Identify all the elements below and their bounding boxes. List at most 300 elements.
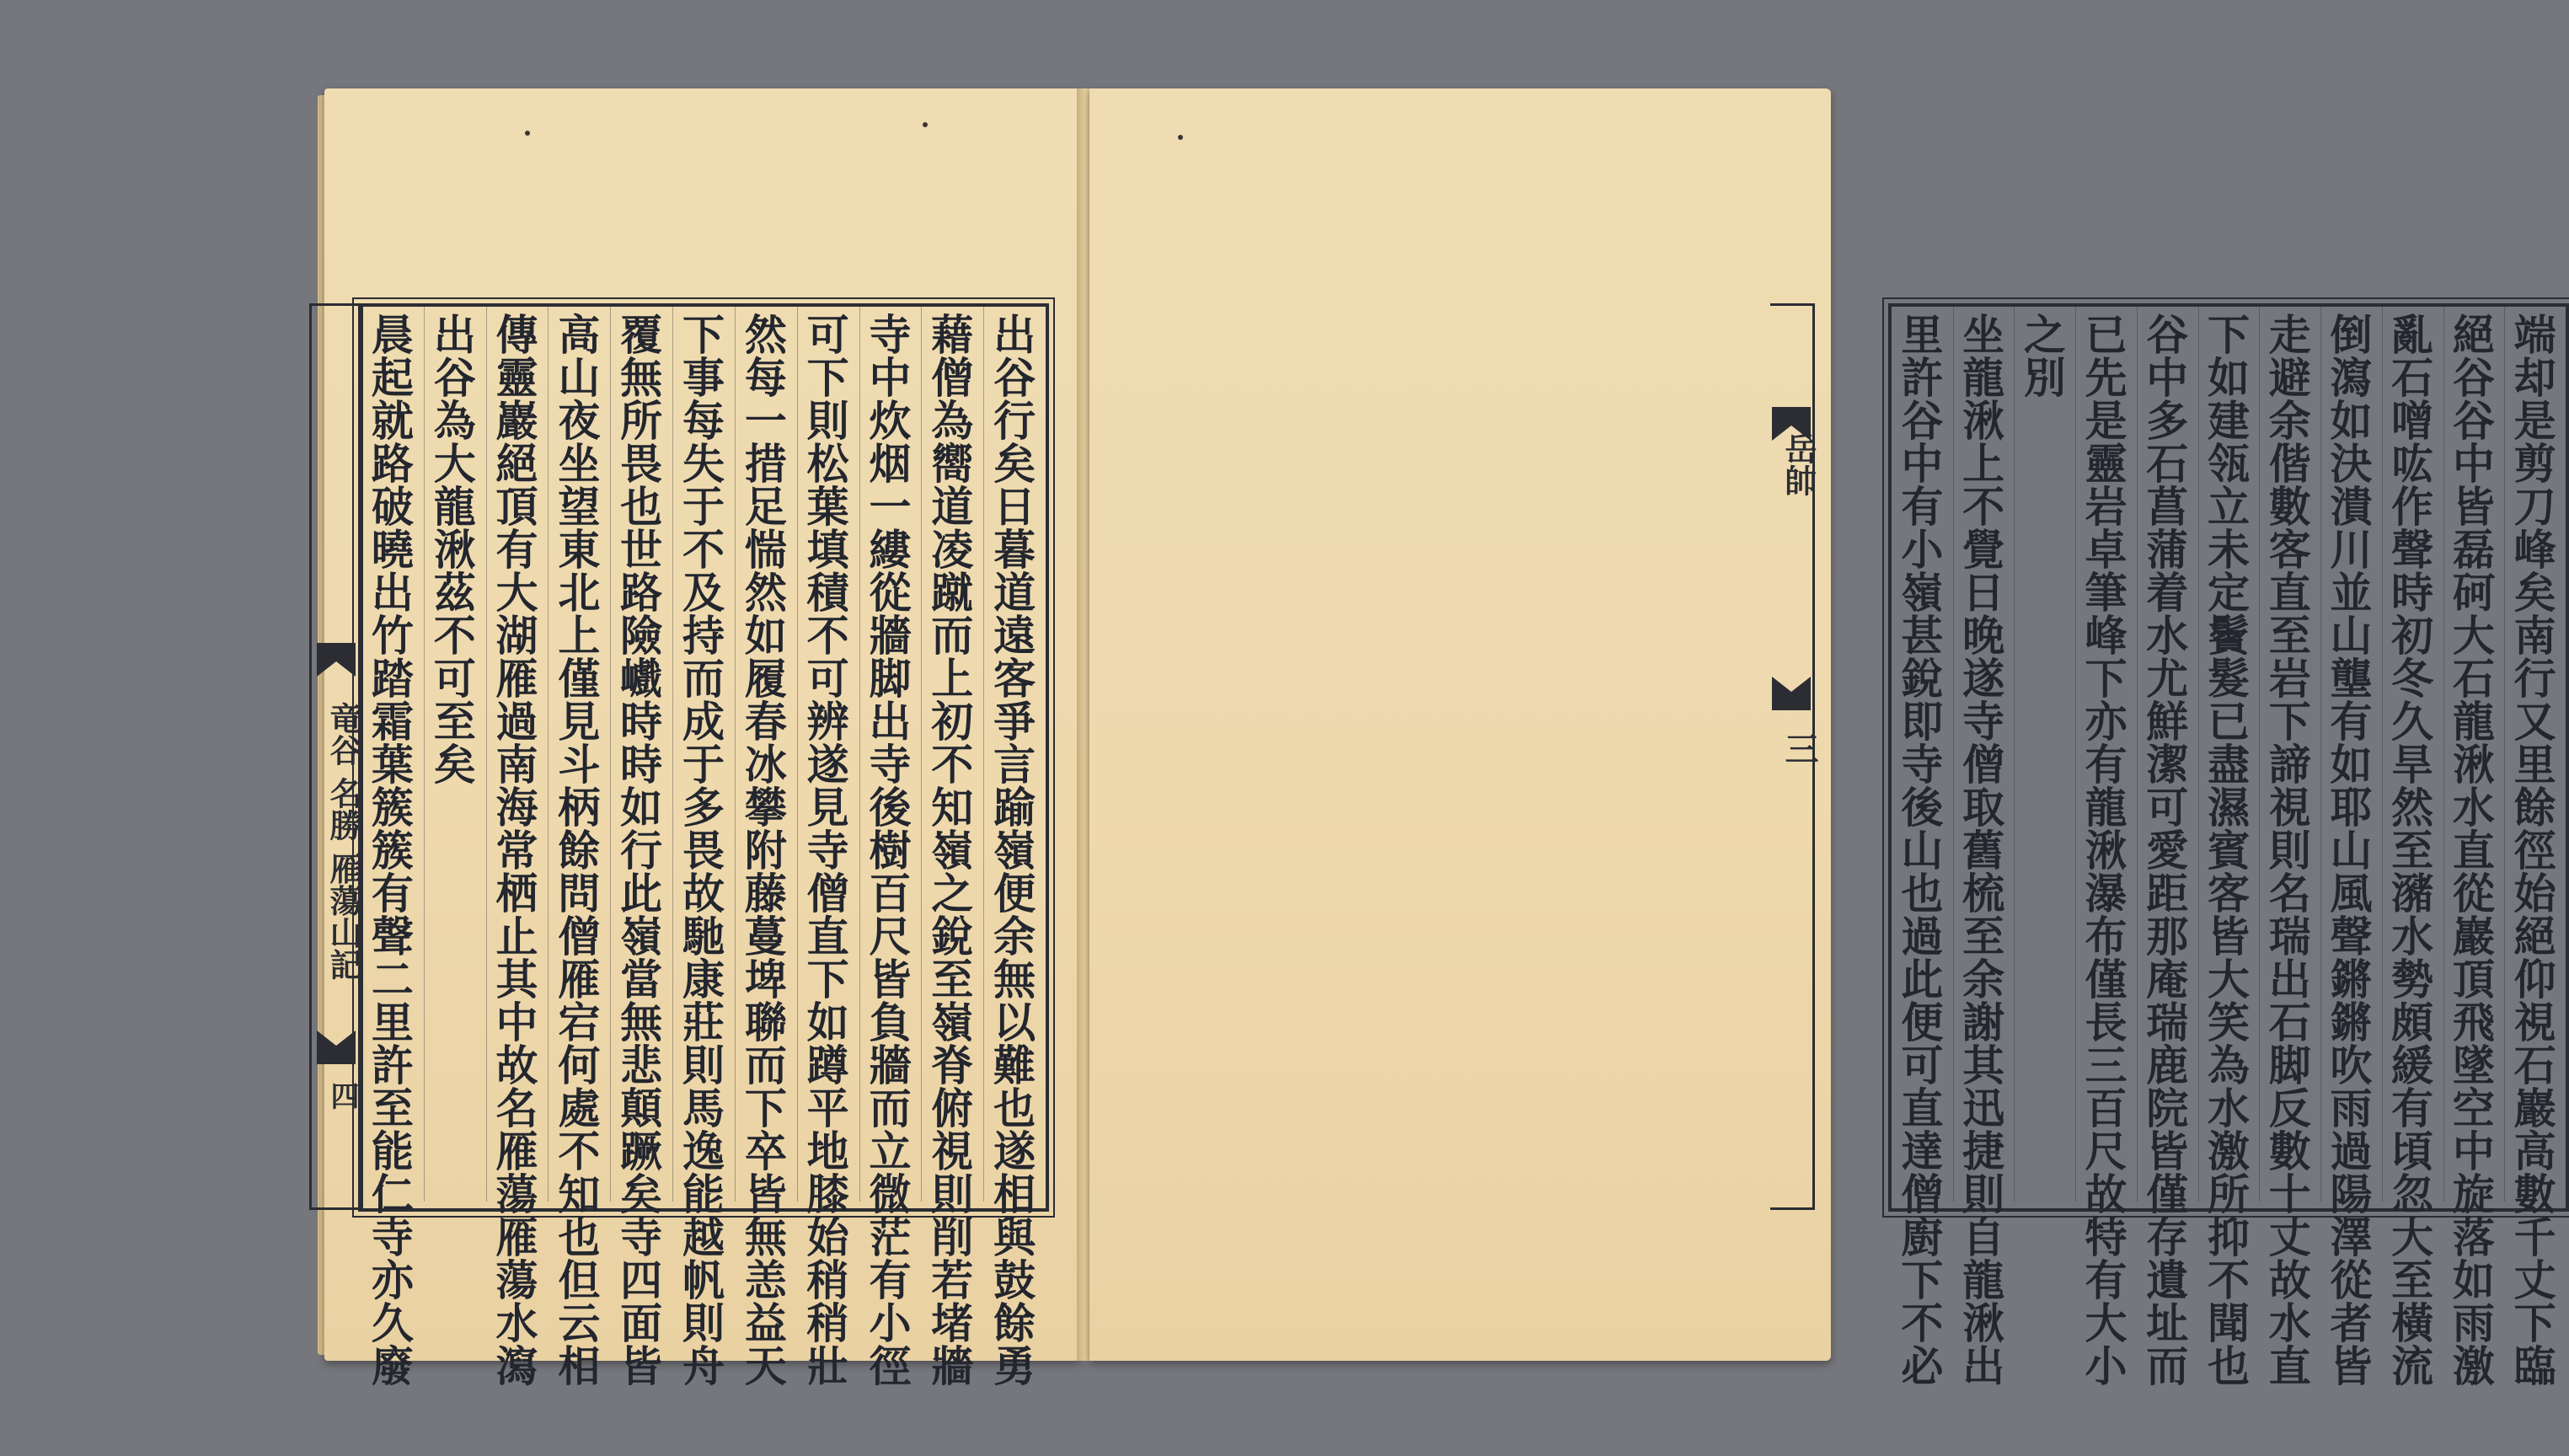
- glyph: 藉: [931, 310, 974, 360]
- glyph: 壯: [806, 1341, 849, 1391]
- glyph: 高: [558, 310, 601, 360]
- glyph: 有: [2085, 740, 2127, 790]
- glyph: 竹: [371, 611, 414, 661]
- glyph: 道: [993, 568, 1036, 618]
- glyph: 巇: [620, 654, 663, 704]
- glyph: 多: [682, 783, 725, 832]
- glyph: 鮮: [2146, 697, 2189, 747]
- glyph: 及: [682, 568, 725, 618]
- glyph: 則: [1962, 1170, 2005, 1219]
- glyph: 許: [371, 1041, 414, 1090]
- glyph: 僧: [558, 912, 601, 961]
- glyph: 蹲: [806, 1041, 849, 1090]
- glyph: 莊: [682, 998, 725, 1047]
- glyph: 而: [682, 654, 725, 704]
- glyph: 稍: [806, 1298, 849, 1348]
- glyph: 措: [744, 439, 787, 489]
- glyph: 名: [2268, 869, 2311, 918]
- glyph: 落: [2452, 1212, 2495, 1262]
- glyph: 于: [682, 482, 725, 532]
- glyph: 那: [2146, 912, 2189, 961]
- glyph: 縷: [869, 525, 912, 575]
- glyph: 也: [993, 1084, 1036, 1133]
- glyph: 寺: [869, 740, 912, 790]
- glyph: 潰: [2330, 482, 2373, 532]
- glyph: 湫: [1962, 396, 2005, 446]
- glyph: 行: [2513, 654, 2556, 704]
- glyph: 越: [682, 1212, 725, 1262]
- glyph: 然: [744, 568, 787, 618]
- glyph: 蹶: [620, 1127, 663, 1176]
- column-rule: [735, 307, 736, 1202]
- glyph: 松: [806, 439, 849, 489]
- glyph: 海: [495, 783, 538, 832]
- glyph: 潔: [2146, 740, 2189, 790]
- glyph: 亦: [2085, 697, 2127, 747]
- glyph: 餘: [558, 826, 601, 875]
- glyph: 巖: [495, 396, 538, 446]
- glyph: 不: [682, 525, 725, 575]
- glyph: 大: [2452, 611, 2495, 661]
- glyph: 墜: [2452, 1041, 2495, 1090]
- glyph: 徑: [2513, 826, 2556, 875]
- glyph: 茲: [433, 568, 476, 618]
- glyph: 嶺: [931, 998, 974, 1047]
- glyph: 並: [2330, 568, 2373, 618]
- glyph: 舟: [682, 1341, 725, 1391]
- glyph: 悲: [620, 1041, 663, 1090]
- glyph: 無: [993, 955, 1036, 1004]
- glyph: 頃: [2391, 1127, 2434, 1176]
- glyph: 此: [620, 869, 663, 918]
- glyph: 坐: [558, 439, 601, 489]
- glyph: 脚: [2268, 1041, 2311, 1090]
- glyph: 谷: [2146, 310, 2189, 360]
- glyph: 自: [1962, 1212, 2005, 1262]
- text-column: [2447, 310, 2501, 1391]
- glyph: 路: [371, 439, 414, 489]
- right-marginal-title: 岳帥: [1780, 432, 1817, 496]
- glyph: 已: [2085, 310, 2127, 360]
- glyph: 大: [495, 568, 538, 618]
- glyph: 客: [993, 654, 1036, 704]
- glyph: 如: [620, 783, 663, 832]
- glyph: 濕: [2208, 783, 2250, 832]
- glyph: 絕: [2452, 310, 2495, 360]
- column-rule: [2014, 307, 2015, 1202]
- glyph: 稍: [806, 1255, 849, 1305]
- glyph: 初: [2391, 611, 2434, 661]
- glyph: 湖: [495, 611, 538, 661]
- glyph: 矣: [2513, 568, 2556, 618]
- glyph: 十: [2268, 1170, 2311, 1219]
- glyph: 雨: [2452, 1298, 2495, 1348]
- glyph: 龍: [1962, 353, 2005, 403]
- glyph: 瑞: [2268, 912, 2311, 961]
- open-book: [324, 80, 2556, 1391]
- glyph: 無: [620, 998, 663, 1047]
- glyph: 凌: [931, 525, 974, 575]
- glyph: 龍: [433, 482, 476, 532]
- glyph: 又: [2513, 697, 2556, 747]
- glyph: 刀: [2513, 482, 2556, 532]
- glyph: 僧: [1901, 1170, 1944, 1219]
- glyph: 却: [2513, 353, 2556, 403]
- glyph: 微: [869, 1170, 912, 1219]
- glyph: 臨: [2513, 1341, 2556, 1391]
- glyph: 龍: [2452, 697, 2495, 747]
- column-rule: [797, 307, 798, 1202]
- glyph: 徑: [869, 1341, 912, 1391]
- glyph: 世: [620, 525, 663, 575]
- glyph: 水: [2146, 611, 2189, 661]
- glyph: 餘: [2513, 783, 2556, 832]
- text-column: [366, 310, 420, 1391]
- glyph: 頂: [495, 482, 538, 532]
- glyph: 盡: [2208, 740, 2250, 790]
- glyph: 勇: [993, 1341, 1036, 1391]
- glyph: 曉: [371, 525, 414, 575]
- glyph: 面: [620, 1298, 663, 1348]
- glyph: 也: [2208, 1341, 2250, 1391]
- glyph: 出: [869, 697, 912, 747]
- glyph: 客: [2268, 525, 2311, 575]
- glyph: 剪: [2513, 439, 2556, 489]
- glyph: 菖: [2146, 482, 2189, 532]
- glyph: 能: [371, 1127, 414, 1176]
- glyph: 出: [433, 310, 476, 360]
- glyph: 每: [682, 396, 725, 446]
- glyph: 皆: [2330, 1341, 2373, 1391]
- glyph: 水: [2452, 783, 2495, 832]
- glyph: 有: [869, 1255, 912, 1305]
- glyph: 下: [2208, 310, 2250, 360]
- glyph: 谷: [993, 353, 1036, 403]
- glyph: 龍: [1962, 1255, 2005, 1305]
- glyph: 北: [558, 568, 601, 618]
- glyph: 不: [806, 611, 849, 661]
- glyph: 如: [2452, 1255, 2495, 1305]
- glyph: 別: [2023, 353, 2066, 403]
- glyph: 大: [2208, 955, 2250, 1004]
- glyph: 雁: [495, 654, 538, 704]
- glyph: 簇: [371, 783, 414, 832]
- glyph: 甚: [1901, 611, 1944, 661]
- right-leaf-number: 三: [1780, 731, 1819, 765]
- glyph: 可: [806, 310, 849, 360]
- glyph: 當: [620, 955, 663, 1004]
- glyph: 簇: [371, 826, 414, 875]
- glyph: 帆: [682, 1255, 725, 1305]
- glyph: 則: [806, 396, 849, 446]
- glyph: 爭: [993, 697, 1036, 747]
- glyph: 小: [1901, 525, 1944, 575]
- glyph: 蕩: [495, 1255, 538, 1305]
- glyph: 谷: [433, 353, 476, 403]
- glyph: 不: [1962, 482, 2005, 532]
- glyph: 湫: [433, 525, 476, 575]
- text-column: [2018, 310, 2072, 1198]
- glyph: 葉: [371, 740, 414, 790]
- glyph: 而: [2146, 1341, 2189, 1391]
- glyph: 瀦: [2391, 869, 2434, 918]
- glyph: 石: [2268, 998, 2311, 1047]
- column-rule: [1953, 307, 1954, 1202]
- glyph: 南: [2513, 611, 2556, 661]
- glyph: 時: [2391, 568, 2434, 618]
- glyph: 偕: [2268, 439, 2311, 489]
- glyph: 尺: [869, 912, 912, 961]
- glyph: 一: [869, 482, 912, 532]
- glyph: 余: [993, 912, 1036, 961]
- glyph: 中: [2146, 353, 2189, 403]
- glyph: 仰: [2513, 955, 2556, 1004]
- glyph: 問: [558, 869, 601, 918]
- glyph: 水: [495, 1298, 538, 1348]
- glyph: 鏘: [2330, 955, 2373, 1004]
- glyph: 壟: [2330, 654, 2373, 704]
- glyph: 知: [558, 1170, 601, 1219]
- glyph: 言: [993, 740, 1036, 790]
- glyph: 可: [806, 654, 849, 704]
- glyph: 小: [2085, 1341, 2127, 1391]
- glyph: 抑: [2208, 1212, 2250, 1262]
- glyph: 數: [2268, 1127, 2311, 1176]
- glyph: 俯: [931, 1084, 974, 1133]
- glyph: 筆: [2085, 568, 2127, 618]
- column-rule: [921, 307, 922, 1202]
- glyph: 從: [2330, 1255, 2373, 1305]
- glyph: 若: [931, 1255, 974, 1305]
- glyph: 銳: [1901, 654, 1944, 704]
- glyph: 遺: [2146, 1255, 2189, 1305]
- glyph: 亦: [371, 1255, 414, 1305]
- fishtail-mark-lower: [317, 1030, 356, 1064]
- left-text-frame: [358, 303, 1049, 1391]
- glyph: 山: [1901, 826, 1944, 875]
- glyph: 鏘: [2330, 998, 2373, 1047]
- glyph: 瀑: [2085, 869, 2127, 918]
- glyph: 瀉: [495, 1341, 538, 1391]
- text-column: [739, 310, 793, 1391]
- glyph: 藤: [744, 869, 787, 918]
- column-rule: [2320, 307, 2321, 1202]
- glyph: 僧: [1962, 740, 2005, 790]
- glyph: 皆: [620, 1341, 663, 1391]
- glyph: 數: [2513, 1170, 2556, 1219]
- glyph: 端: [2513, 310, 2556, 360]
- glyph: 岩: [2268, 654, 2311, 704]
- glyph: 頂: [2452, 955, 2495, 1004]
- glyph: 踰: [993, 783, 1036, 832]
- glyph: 有: [2391, 1084, 2434, 1133]
- glyph: 直: [2268, 568, 2311, 618]
- glyph: 故: [2268, 1255, 2311, 1305]
- glyph: 削: [931, 1212, 974, 1262]
- glyph: 橫: [2391, 1298, 2434, 1348]
- ink-speck: [1178, 135, 1183, 140]
- glyph: 其: [495, 955, 538, 1004]
- glyph: 坐: [1962, 310, 2005, 360]
- glyph: 巖: [2452, 912, 2495, 961]
- glyph: 覺: [1962, 525, 2005, 575]
- glyph: 先: [2085, 353, 2127, 403]
- glyph: 石: [2452, 654, 2495, 704]
- glyph: 宕: [558, 998, 601, 1047]
- glyph: 石: [2391, 353, 2434, 403]
- column-rule: [2504, 307, 2505, 1202]
- glyph: 埤: [744, 955, 787, 1004]
- ink-speck: [923, 122, 928, 127]
- glyph: 東: [558, 525, 601, 575]
- glyph: 谷: [2452, 353, 2495, 403]
- glyph: 百: [2085, 1084, 2127, 1133]
- glyph: 天: [744, 1341, 787, 1391]
- glyph: 湫: [2452, 740, 2495, 790]
- text-column: [1956, 310, 2010, 1391]
- left-page: [324, 88, 1081, 1391]
- glyph: 走: [2268, 310, 2311, 360]
- glyph: 中: [2452, 439, 2495, 489]
- glyph: 視: [2268, 783, 2311, 832]
- glyph: 後: [1901, 783, 1944, 832]
- glyph: 之: [931, 869, 974, 918]
- glyph: 附: [744, 826, 787, 875]
- glyph: 也: [558, 1212, 601, 1262]
- glyph: 以: [993, 998, 1036, 1047]
- glyph: 直: [2268, 1341, 2311, 1391]
- glyph: 至: [2391, 1255, 2434, 1305]
- glyph: 風: [2330, 869, 2373, 918]
- glyph: 嶺: [993, 826, 1036, 875]
- glyph: 鹿: [2146, 1041, 2189, 1090]
- glyph: 為: [2208, 1041, 2250, 1090]
- column-rule: [548, 307, 549, 1202]
- glyph: 即: [1901, 697, 1944, 747]
- glyph: 下: [2085, 654, 2127, 704]
- glyph: 便: [993, 869, 1036, 918]
- glyph: 出: [371, 568, 414, 618]
- glyph: 事: [682, 353, 725, 403]
- glyph: 破: [371, 482, 414, 532]
- glyph: 就: [371, 396, 414, 446]
- glyph: 頗: [2391, 998, 2434, 1047]
- glyph: 止: [495, 912, 538, 961]
- glyph: 膝: [806, 1170, 849, 1219]
- glyph: 路: [620, 568, 663, 618]
- glyph: 瀉: [2330, 353, 2373, 403]
- glyph: 寺: [620, 1212, 663, 1262]
- glyph: 不: [433, 611, 476, 661]
- glyph: 聲: [2391, 525, 2434, 575]
- glyph: 所: [620, 396, 663, 446]
- glyph: 旱: [2391, 740, 2434, 790]
- glyph: 嶺: [1901, 568, 1944, 618]
- column-rule: [983, 307, 984, 1202]
- glyph: 水: [2208, 1084, 2250, 1133]
- glyph: 其: [1962, 1041, 2005, 1090]
- glyph: 日: [993, 482, 1036, 532]
- glyph: 着: [2146, 568, 2189, 618]
- glyph: 平: [806, 1084, 849, 1133]
- glyph: 而: [869, 1084, 912, 1133]
- glyph: 存: [2146, 1212, 2189, 1262]
- glyph: 地: [806, 1127, 849, 1176]
- text-column: [2202, 310, 2256, 1391]
- glyph: 靈: [2085, 439, 2127, 489]
- glyph: 便: [1901, 998, 1944, 1047]
- glyph: 矣: [993, 439, 1036, 489]
- glyph: 于: [682, 740, 725, 790]
- glyph: 足: [744, 482, 787, 532]
- glyph: 矣: [620, 1170, 663, 1219]
- text-column: [2140, 310, 2194, 1391]
- glyph: 始: [2513, 869, 2556, 918]
- glyph: 銳: [931, 912, 974, 961]
- glyph: 而: [931, 611, 974, 661]
- glyph: 從: [2452, 869, 2495, 918]
- text-column: [2385, 310, 2439, 1391]
- glyph: 耶: [2330, 783, 2373, 832]
- glyph: 霜: [371, 697, 414, 747]
- glyph: 時: [620, 740, 663, 790]
- glyph: 里: [1901, 310, 1944, 360]
- glyph: 客: [2208, 869, 2250, 918]
- glyph: 是: [2513, 396, 2556, 446]
- glyph: 反: [2268, 1084, 2311, 1133]
- glyph: 一: [744, 396, 787, 446]
- left-leaf-number: 四: [325, 1081, 359, 1110]
- glyph: 逸: [682, 1127, 725, 1176]
- glyph: 傳: [495, 310, 538, 360]
- glyph: 卓: [2085, 525, 2127, 575]
- glyph: 相: [993, 1170, 1036, 1219]
- column-rule: [2259, 307, 2260, 1202]
- glyph: 谷: [2452, 396, 2495, 446]
- glyph: 晚: [1962, 611, 2005, 661]
- glyph: 成: [682, 697, 725, 747]
- column-rule: [2075, 307, 2076, 1202]
- glyph: 與: [993, 1212, 1036, 1262]
- right-page-center-strip: [1770, 303, 1819, 1210]
- glyph: 蹴: [931, 568, 974, 618]
- glyph: 仁: [371, 1170, 414, 1219]
- glyph: 則: [2268, 826, 2311, 875]
- glyph: 履: [744, 654, 787, 704]
- glyph: 下: [2268, 697, 2311, 747]
- glyph: 遂: [993, 1127, 1036, 1176]
- glyph: 直: [2452, 826, 2495, 875]
- glyph: 寺: [869, 310, 912, 360]
- glyph: 日: [1962, 568, 2005, 618]
- glyph: 湫: [1962, 1298, 2005, 1348]
- glyph: 能: [682, 1170, 725, 1219]
- glyph: 瑞: [2146, 998, 2189, 1047]
- glyph: 攀: [744, 783, 787, 832]
- glyph: 谷: [1901, 396, 1944, 446]
- glyph: 如: [744, 611, 787, 661]
- glyph: 笑: [2208, 998, 2250, 1047]
- glyph: 至: [1962, 912, 2005, 961]
- glyph: 作: [2391, 482, 2434, 532]
- glyph: 直: [806, 912, 849, 961]
- glyph: 至: [931, 955, 974, 1004]
- glyph: 此: [1901, 955, 1944, 1004]
- glyph: 而: [744, 1041, 787, 1090]
- glyph: 里: [2513, 740, 2556, 790]
- glyph: 至: [371, 1084, 414, 1133]
- glyph: 下: [806, 955, 849, 1004]
